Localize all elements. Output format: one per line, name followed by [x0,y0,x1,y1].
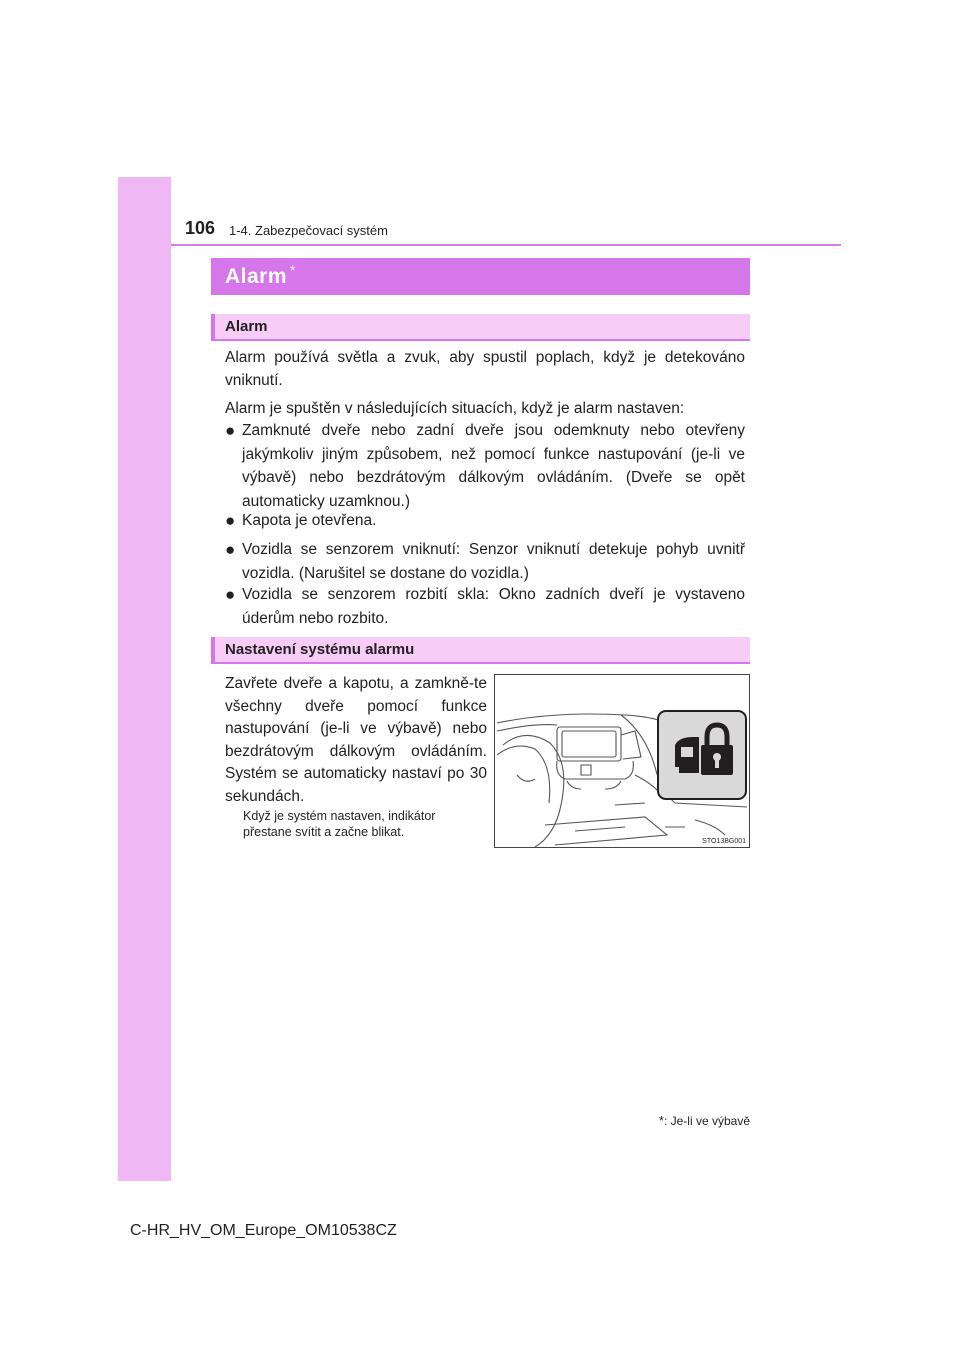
figure-code: STO13BG001 [702,838,746,845]
page-title-bar [211,258,750,295]
bullet-icon: ● [225,421,236,440]
bullet-icon: ● [225,511,236,530]
setting-paragraph: Zavřete dveře a kapotu, a zamkně-te všechny dveře pomocí funkce nastupování (je-li ve výbavě) nebo bezdrátovým dálkovým ovládáním. Systém se automaticky nastaví po 30 sekundách. [225,675,487,805]
list-item-text: Vozidla se senzorem rozbití skla: Okno zadních dveří je vystaveno úderům nebo rozbito. [242,586,745,627]
dashboard-illustration [494,674,750,848]
header-rule [171,244,841,246]
setting-note: Když je systém nastaven, indikátor přestane svítit a začne blikat. [243,809,436,839]
list-item-text: Vozidla se senzorem vniknutí: Senzor vniknutí detekuje pohyb uvnitř vozidla. (Narušitel se dostane do vozidla.) [242,541,745,582]
list-item [225,538,745,585]
list-item-text: Kapota je otevřena. [242,512,377,529]
side-strip [118,177,171,1181]
footnote-asterisk: * [658,1113,664,1128]
list-item [225,509,745,533]
bullet-icon: ● [225,540,236,559]
page-number: 106 [185,218,216,238]
section-heading-setting: Nastavení systému alarmu [211,637,750,664]
trigger-intro: Alarm je spuštěn v následujících situacích, když je alarm nastaven: [225,400,685,417]
dashboard-drawing [495,675,749,847]
title-asterisk: * [290,261,296,278]
list-item [225,419,745,513]
footnote-text: : Je-li ve výbavě [663,1114,750,1128]
list-item-text: Zamknuté dveře nebo zadní dveře jsou odemknuty nebo otevřeny jakýmkoliv jiným způsobem, než pomocí funkce nastupování (je-li ve výbavě) nebo bezdrátovým dálkovým ovládáním. (Dveře se opět automaticky uzamknou.) [242,422,745,510]
page-title: Alarm [225,264,288,288]
section-path: 1-4. Zabezpečovací systém [229,223,388,238]
document-id: C-HR_HV_OM_Europe_OM10538CZ [130,1222,397,1239]
footnote [640,1113,750,1128]
list-item [225,583,745,630]
intro-paragraph: Alarm používá světla a zvuk, aby spustil poplach, když je detekováno vniknutí. [225,349,745,389]
section-heading-alarm: Alarm [211,314,750,341]
bullet-icon: ● [225,585,236,604]
